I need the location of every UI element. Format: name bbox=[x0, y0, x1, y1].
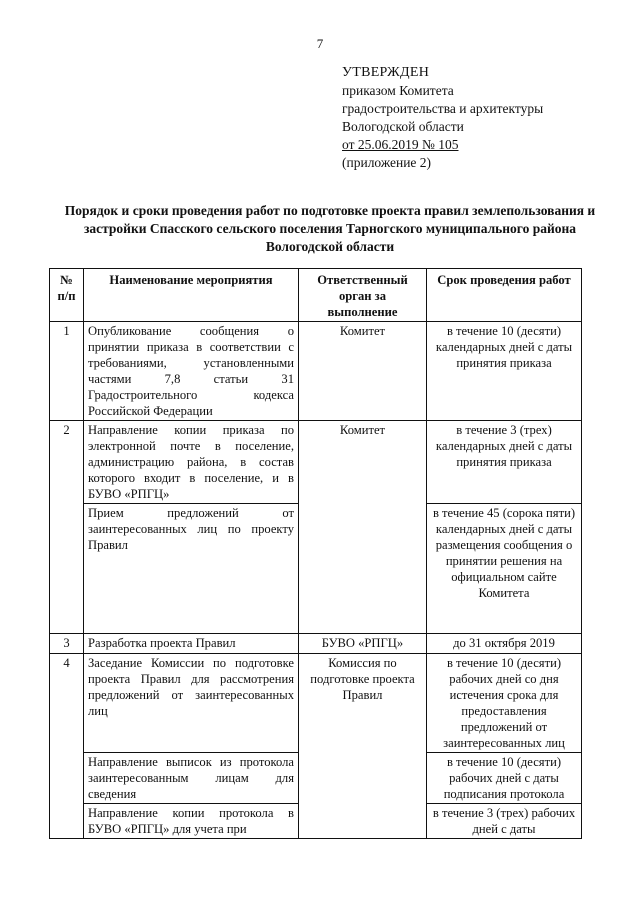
row-term: в течение 3 (трех) календарных дней с даты принятия приказа bbox=[427, 421, 582, 504]
schedule-table bbox=[49, 268, 582, 839]
page-number: 7 bbox=[316, 36, 324, 51]
approval-appendix: (приложение 2) bbox=[342, 155, 432, 170]
row-name: Опубликование сообщения о принятии приказа в соответствии с требованиями, установленными частями 7,8 статьи 31 Градостроительного кодекса Российской Федерации bbox=[84, 322, 299, 421]
approval-line: приказом Комитета bbox=[342, 83, 454, 98]
row-org: Комитет bbox=[299, 322, 427, 421]
table-row bbox=[50, 421, 582, 504]
row-num: 4 bbox=[50, 654, 84, 839]
row-term: в течение 10 (десяти) рабочих дней с даты подписания протокола bbox=[427, 753, 582, 804]
row-term: в течение 10 (десяти) рабочих дней со дня истечения срока для предоставления предложений от заинтересованных лиц bbox=[427, 654, 582, 753]
row-name: Направление копии приказа по электронной почте в поселение, администрацию района, в состав которого входит в поселение, и в БУВО «РПГЦ» bbox=[84, 421, 299, 504]
table-row bbox=[50, 634, 582, 654]
approval-line: градостроительства и архитектуры bbox=[342, 101, 544, 116]
row-name: Направление выписок из протокола заинтересованным лицам для сведения bbox=[84, 753, 299, 804]
header-term: Срок проведения работ bbox=[427, 269, 582, 322]
row-name: Прием предложений от заинтересованных лиц по проекту Правил bbox=[84, 504, 299, 634]
approval-line: Вологодской области bbox=[342, 119, 464, 134]
table-row bbox=[50, 654, 582, 753]
header-name: Наименование мероприятия bbox=[84, 269, 299, 322]
table-row bbox=[50, 322, 582, 421]
document-title: Порядок и сроки проведения работ по подготовке проекта правил землепользования и застройки Спасского сельского поселения Тарногского муниципального района Вологодской области bbox=[64, 203, 596, 254]
table-header-row bbox=[50, 269, 582, 322]
row-term: до 31 октября 2019 bbox=[427, 634, 582, 654]
row-num: 3 bbox=[50, 634, 84, 654]
row-org: Комитет bbox=[299, 421, 427, 634]
row-name: Направление копии протокола в БУВО «РПГЦ» для учета при bbox=[84, 804, 299, 839]
row-term: в течение 45 (сорока пяти) календарных дней с даты размещения сообщения о принятии решения на официальном сайте Комитета bbox=[427, 504, 582, 634]
approval-stamp bbox=[342, 64, 543, 172]
row-org: БУВО «РПГЦ» bbox=[299, 634, 427, 654]
row-num: 2 bbox=[50, 421, 84, 634]
approval-heading: УТВЕРЖДЕН bbox=[342, 65, 430, 80]
row-org: Комиссия по подготовке проекта Правил bbox=[299, 654, 427, 839]
row-term: в течение 10 (десяти) календарных дней с даты принятия приказа bbox=[427, 322, 582, 421]
approval-order-date: от 25.06.2019 № 105 bbox=[342, 137, 459, 152]
header-org: Ответственный орган за выполнение bbox=[299, 269, 427, 322]
header-num: № п/п bbox=[50, 269, 84, 322]
row-name: Заседание Комиссии по подготовке проекта Правил для рассмотрения предложений от заинтересованных лиц bbox=[84, 654, 299, 753]
row-term: в течение 3 (трех) рабочих дней с даты bbox=[427, 804, 582, 839]
row-num: 1 bbox=[50, 322, 84, 421]
row-name: Разработка проекта Правил bbox=[84, 634, 299, 654]
